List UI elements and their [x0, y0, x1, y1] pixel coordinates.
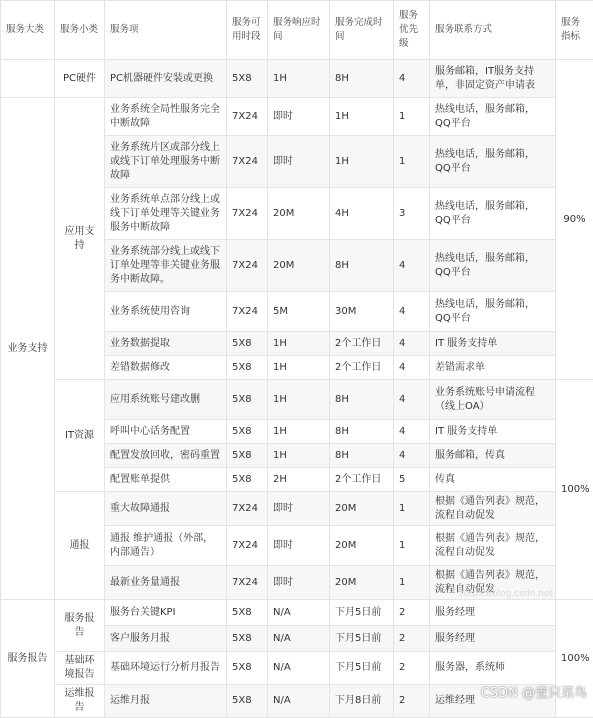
- priority: 3: [394, 188, 430, 240]
- priority: 4: [394, 444, 430, 468]
- priority: 4: [394, 420, 430, 444]
- priority: 1: [394, 98, 430, 136]
- table-row: [1, 380, 593, 420]
- priority: 4: [394, 240, 430, 292]
- contact-method: 热线电话，服务邮箱，QQ平台: [430, 136, 556, 188]
- completion-time: 8H: [330, 240, 394, 292]
- service-hours: 5X8: [227, 626, 268, 652]
- response-time: 即时: [268, 136, 330, 188]
- table-row: [1, 492, 593, 526]
- service-hours: 5X8: [227, 332, 268, 356]
- completion-time: 20M: [330, 566, 394, 600]
- service-hours: 5X8: [227, 600, 268, 626]
- service-subcategory: 应用支持: [55, 98, 105, 380]
- service-item: 差错数据修改: [105, 356, 227, 380]
- completion-time: 2个工作日: [330, 356, 394, 380]
- completion-time: 20M: [330, 492, 394, 526]
- service-item: 业务数据提取: [105, 332, 227, 356]
- priority: 1: [394, 566, 430, 600]
- response-time: 即时: [268, 566, 330, 600]
- contact-method: 业务系统账号申请流程（线上OA）: [430, 380, 556, 420]
- header-cell: 服务可用时段: [227, 1, 268, 60]
- service-subcategory: PC硬件: [55, 60, 105, 98]
- priority: 5: [394, 468, 430, 492]
- contact-method: IT 服务支持单: [430, 332, 556, 356]
- service-hours: 7X24: [227, 188, 268, 240]
- contact-method: 服务经理: [430, 626, 556, 652]
- contact-method: 根据《通告列表》规范，流程自动促发: [430, 492, 556, 526]
- priority: 4: [394, 356, 430, 380]
- service-category: 业务支持: [1, 98, 55, 600]
- completion-time: 8H: [330, 380, 394, 420]
- contact-method: 差错需求单: [430, 356, 556, 380]
- service-subcategory: 运维报告: [55, 685, 105, 718]
- completion-time: 4H: [330, 188, 394, 240]
- response-time: 即时: [268, 98, 330, 136]
- response-time: N/A: [268, 685, 330, 718]
- completion-time: 8H: [330, 420, 394, 444]
- completion-time: 20M: [330, 526, 394, 566]
- response-time: 即时: [268, 492, 330, 526]
- service-item: 运维月报: [105, 685, 227, 718]
- completion-time: 2个工作日: [330, 468, 394, 492]
- header-cell: 服务优先级: [394, 1, 430, 60]
- service-subcategory: 服务报告: [55, 600, 105, 652]
- contact-method: 运维经理: [430, 685, 556, 718]
- service-subcategory: 通报: [55, 492, 105, 600]
- contact-method: 热线电话，服务邮箱，QQ平台: [430, 292, 556, 332]
- response-time: 1H: [268, 356, 330, 380]
- response-time: 1H: [268, 60, 330, 98]
- table-row: [1, 98, 593, 136]
- contact-method: 服务经理: [430, 600, 556, 626]
- response-time: 5M: [268, 292, 330, 332]
- service-item: PC机器硬件安装或更换: [105, 60, 227, 98]
- response-time: 即时: [268, 526, 330, 566]
- header-cell: 服务小类: [55, 1, 105, 60]
- service-item: 服务台关键KPI: [105, 600, 227, 626]
- completion-time: 1H: [330, 136, 394, 188]
- response-time: 2H: [268, 468, 330, 492]
- completion-time: 下月5日前: [330, 626, 394, 652]
- header-row: [1, 1, 593, 60]
- contact-method: 服务器，系统师: [430, 652, 556, 685]
- priority: 4: [394, 332, 430, 356]
- completion-time: 下月5日前: [330, 652, 394, 685]
- service-item: 呼叫中心话务配置: [105, 420, 227, 444]
- completion-time: 30M: [330, 292, 394, 332]
- service-hours: 7X24: [227, 566, 268, 600]
- service-hours: 7X24: [227, 136, 268, 188]
- contact-method: 服务邮箱，IT服务支持单，非固定资产申请表: [430, 60, 556, 98]
- service-subcategory: IT资源: [55, 380, 105, 492]
- service-item: 客户服务月报: [105, 626, 227, 652]
- header-cell: 服务完成时间: [330, 1, 394, 60]
- contact-method: IT 服务支持单: [430, 420, 556, 444]
- response-time: N/A: [268, 600, 330, 626]
- service-indicator: 90%: [556, 60, 593, 380]
- service-item: 配置发放回收，密码重置: [105, 444, 227, 468]
- response-time: 20M: [268, 188, 330, 240]
- header-cell: 服务项: [105, 1, 227, 60]
- priority: 1: [394, 526, 430, 566]
- service-item: 重大故障通报: [105, 492, 227, 526]
- priority: 2: [394, 685, 430, 718]
- priority: 1: [394, 136, 430, 188]
- service-hours: 5X8: [227, 356, 268, 380]
- service-item: 业务系统部分线上或线下订单处理等非关键业务服务中断故障。: [105, 240, 227, 292]
- service-item: 业务系统使用咨询: [105, 292, 227, 332]
- service-hours: 5X8: [227, 380, 268, 420]
- priority: 4: [394, 380, 430, 420]
- priority: 2: [394, 652, 430, 685]
- header-cell: 服务联系方式: [430, 1, 556, 60]
- response-time: 1H: [268, 420, 330, 444]
- service-hours: 5X8: [227, 685, 268, 718]
- completion-time: 2个工作日: [330, 332, 394, 356]
- response-time: N/A: [268, 652, 330, 685]
- service-category: 服务报告: [1, 600, 55, 718]
- contact-method: 热线电话，服务邮箱，QQ平台: [430, 98, 556, 136]
- priority: 4: [394, 60, 430, 98]
- service-item: 通报 维护通报（外部，内部通告）: [105, 526, 227, 566]
- contact-method: 传真: [430, 468, 556, 492]
- service-item: 业务系统单点部分线上或线下订单处理等关键业务服务中断故障: [105, 188, 227, 240]
- service-hours: 5X8: [227, 60, 268, 98]
- completion-time: 下月5日前: [330, 600, 394, 626]
- service-indicator: 100%: [556, 380, 593, 600]
- service-item: 配置账单提供: [105, 468, 227, 492]
- service-subcategory: 基础环境报告: [55, 652, 105, 685]
- contact-method: 服务邮箱，传真: [430, 444, 556, 468]
- service-hours: 5X8: [227, 652, 268, 685]
- response-time: N/A: [268, 626, 330, 652]
- watermark-url: https://blog.csdn.net: [460, 589, 553, 599]
- completion-time: 8H: [330, 60, 394, 98]
- service-hours: 7X24: [227, 292, 268, 332]
- priority: 2: [394, 600, 430, 626]
- header-cell: 服务指标: [556, 1, 593, 60]
- contact-method: 根据《通告列表》规范，流程自动促发: [430, 566, 556, 600]
- contact-method: 热线电话，服务邮箱，QQ平台: [430, 240, 556, 292]
- priority: 1: [394, 492, 430, 526]
- table-row: [1, 652, 593, 685]
- contact-method: 根据《通告列表》规范，流程自动促发: [430, 526, 556, 566]
- service-hours: 7X24: [227, 98, 268, 136]
- service-hours: 7X24: [227, 240, 268, 292]
- service-hours: 7X24: [227, 526, 268, 566]
- service-item: 业务系统片区或部分线上或线下订单处理服务中断故障: [105, 136, 227, 188]
- completion-time: 8H: [330, 444, 394, 468]
- header-cell: 服务响应时间: [268, 1, 330, 60]
- contact-method: 热线电话，服务邮箱，QQ平台: [430, 188, 556, 240]
- service-hours: 5X8: [227, 468, 268, 492]
- response-time: 1H: [268, 380, 330, 420]
- header-cell: 服务大类: [1, 1, 55, 60]
- table-row: [1, 60, 593, 98]
- priority: 4: [394, 292, 430, 332]
- service-item: 最新业务量通报: [105, 566, 227, 600]
- service-item: 业务系统全局性服务完全中断故障: [105, 98, 227, 136]
- service-category: [1, 60, 55, 98]
- table-body: [1, 60, 593, 718]
- service-hours: 5X8: [227, 420, 268, 444]
- completion-time: 下月8日前: [330, 685, 394, 718]
- response-time: 1H: [268, 444, 330, 468]
- service-hours: 5X8: [227, 444, 268, 468]
- completion-time: 1H: [330, 98, 394, 136]
- service-item: 应用系统账号建改删: [105, 380, 227, 420]
- watermark: CSDN @壹只菜鸟: [481, 682, 587, 701]
- service-hours: 7X24: [227, 492, 268, 526]
- table-row: [1, 600, 593, 626]
- response-time: 20M: [268, 240, 330, 292]
- service-indicator: 100%: [556, 600, 593, 718]
- service-item: 基础环境运行分析月报告: [105, 652, 227, 685]
- response-time: 1H: [268, 332, 330, 356]
- priority: 2: [394, 626, 430, 652]
